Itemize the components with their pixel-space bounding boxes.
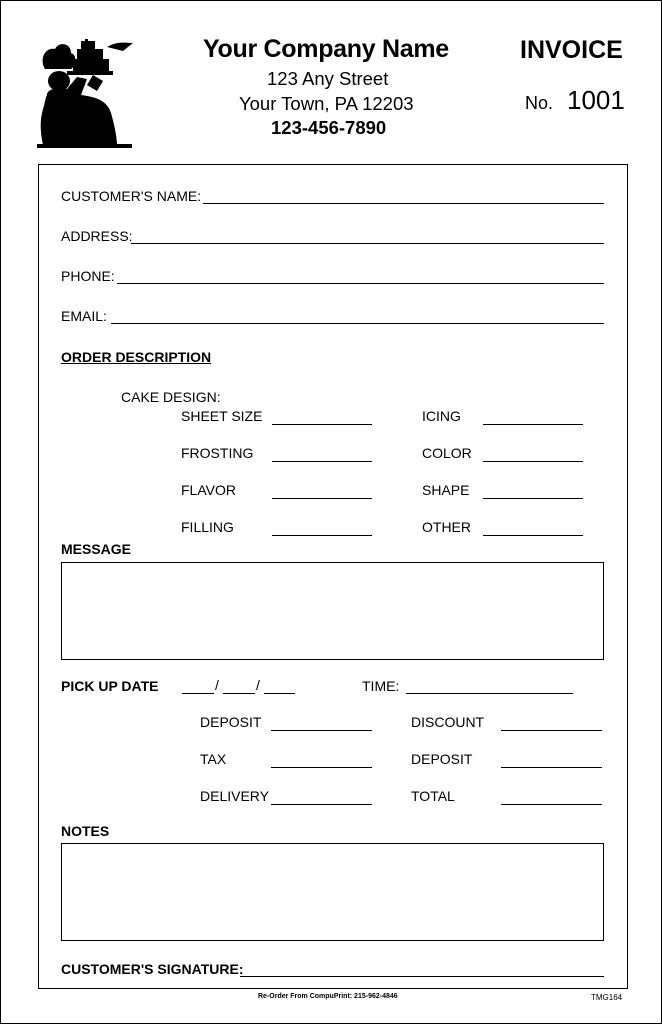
deposit-label: DEPOSIT bbox=[200, 714, 262, 730]
shape-label: SHAPE bbox=[422, 482, 470, 498]
company-street: 123 Any Street bbox=[267, 68, 389, 89]
pickup-month-field[interactable] bbox=[182, 693, 214, 694]
other-label: OTHER bbox=[422, 519, 471, 535]
flavor-label: FLAVOR bbox=[181, 482, 236, 498]
total-field[interactable] bbox=[501, 804, 602, 805]
frosting-label: FROSTING bbox=[181, 445, 254, 461]
document-title: INVOICE bbox=[520, 36, 623, 64]
shape-field[interactable] bbox=[483, 498, 583, 499]
second-deposit-field[interactable] bbox=[501, 767, 602, 768]
tax-label: TAX bbox=[200, 751, 227, 767]
discount-field[interactable] bbox=[501, 730, 602, 731]
notes-heading: NOTES bbox=[61, 823, 110, 839]
pickup-day-field[interactable] bbox=[223, 693, 255, 694]
delivery-label: DELIVERY bbox=[200, 788, 269, 804]
time-field[interactable] bbox=[406, 693, 573, 694]
email-field[interactable] bbox=[111, 323, 604, 324]
cake-design-label: CAKE DESIGN: bbox=[121, 389, 221, 405]
notes-box[interactable] bbox=[61, 843, 604, 941]
delivery-field[interactable] bbox=[271, 804, 372, 805]
flavor-field[interactable] bbox=[272, 498, 372, 499]
reorder-info: Re-Order From CompuPrint: 215-962-4846 bbox=[258, 993, 398, 1000]
company-city-state-zip: Your Town, PA 12203 bbox=[239, 93, 414, 114]
color-field[interactable] bbox=[483, 461, 583, 462]
phone-field[interactable] bbox=[117, 283, 604, 284]
company-phone: 123-456-7890 bbox=[271, 117, 387, 138]
sheet-size-field[interactable] bbox=[272, 424, 372, 425]
filling-label: FILLING bbox=[181, 519, 234, 535]
other-field[interactable] bbox=[483, 535, 583, 536]
time-label: TIME: bbox=[362, 678, 400, 694]
total-label: TOTAL bbox=[411, 788, 455, 804]
customer-name-field[interactable] bbox=[203, 203, 604, 204]
message-box[interactable] bbox=[61, 562, 604, 660]
order-description-heading: ORDER DESCRIPTION bbox=[61, 349, 212, 365]
icing-label: ICING bbox=[422, 408, 461, 424]
frosting-field[interactable] bbox=[272, 461, 372, 462]
second-deposit-label: DEPOSIT bbox=[411, 751, 473, 767]
invoice-number: 1001 bbox=[567, 85, 625, 115]
address-label: ADDRESS: bbox=[61, 228, 133, 244]
chef-carrying-cake-silhouette-icon bbox=[37, 39, 133, 149]
message-heading: MESSAGE bbox=[61, 541, 132, 557]
color-label: COLOR bbox=[422, 445, 472, 461]
email-label: EMAIL: bbox=[61, 308, 107, 324]
customer-name-label: CUSTOMER'S NAME: bbox=[61, 188, 202, 204]
signature-field[interactable] bbox=[240, 976, 604, 977]
signature-label: CUSTOMER'S SIGNATURE: bbox=[61, 961, 244, 977]
invoice-number-label: No. bbox=[525, 93, 554, 113]
discount-label: DISCOUNT bbox=[411, 714, 485, 730]
form-code: TMG164 bbox=[591, 993, 623, 1002]
tax-field[interactable] bbox=[271, 767, 372, 768]
icing-field[interactable] bbox=[483, 424, 583, 425]
sheet-size-label: SHEET SIZE bbox=[181, 408, 263, 424]
pickup-year-field[interactable] bbox=[264, 693, 295, 694]
phone-label: PHONE: bbox=[61, 268, 115, 284]
company-name: Your Company Name bbox=[203, 35, 449, 63]
date-separator: / bbox=[215, 677, 219, 693]
address-field[interactable] bbox=[131, 243, 604, 244]
pickup-date-label: PICK UP DATE bbox=[61, 678, 159, 694]
date-separator: / bbox=[256, 677, 260, 693]
deposit-field[interactable] bbox=[271, 730, 372, 731]
filling-field[interactable] bbox=[272, 535, 372, 536]
